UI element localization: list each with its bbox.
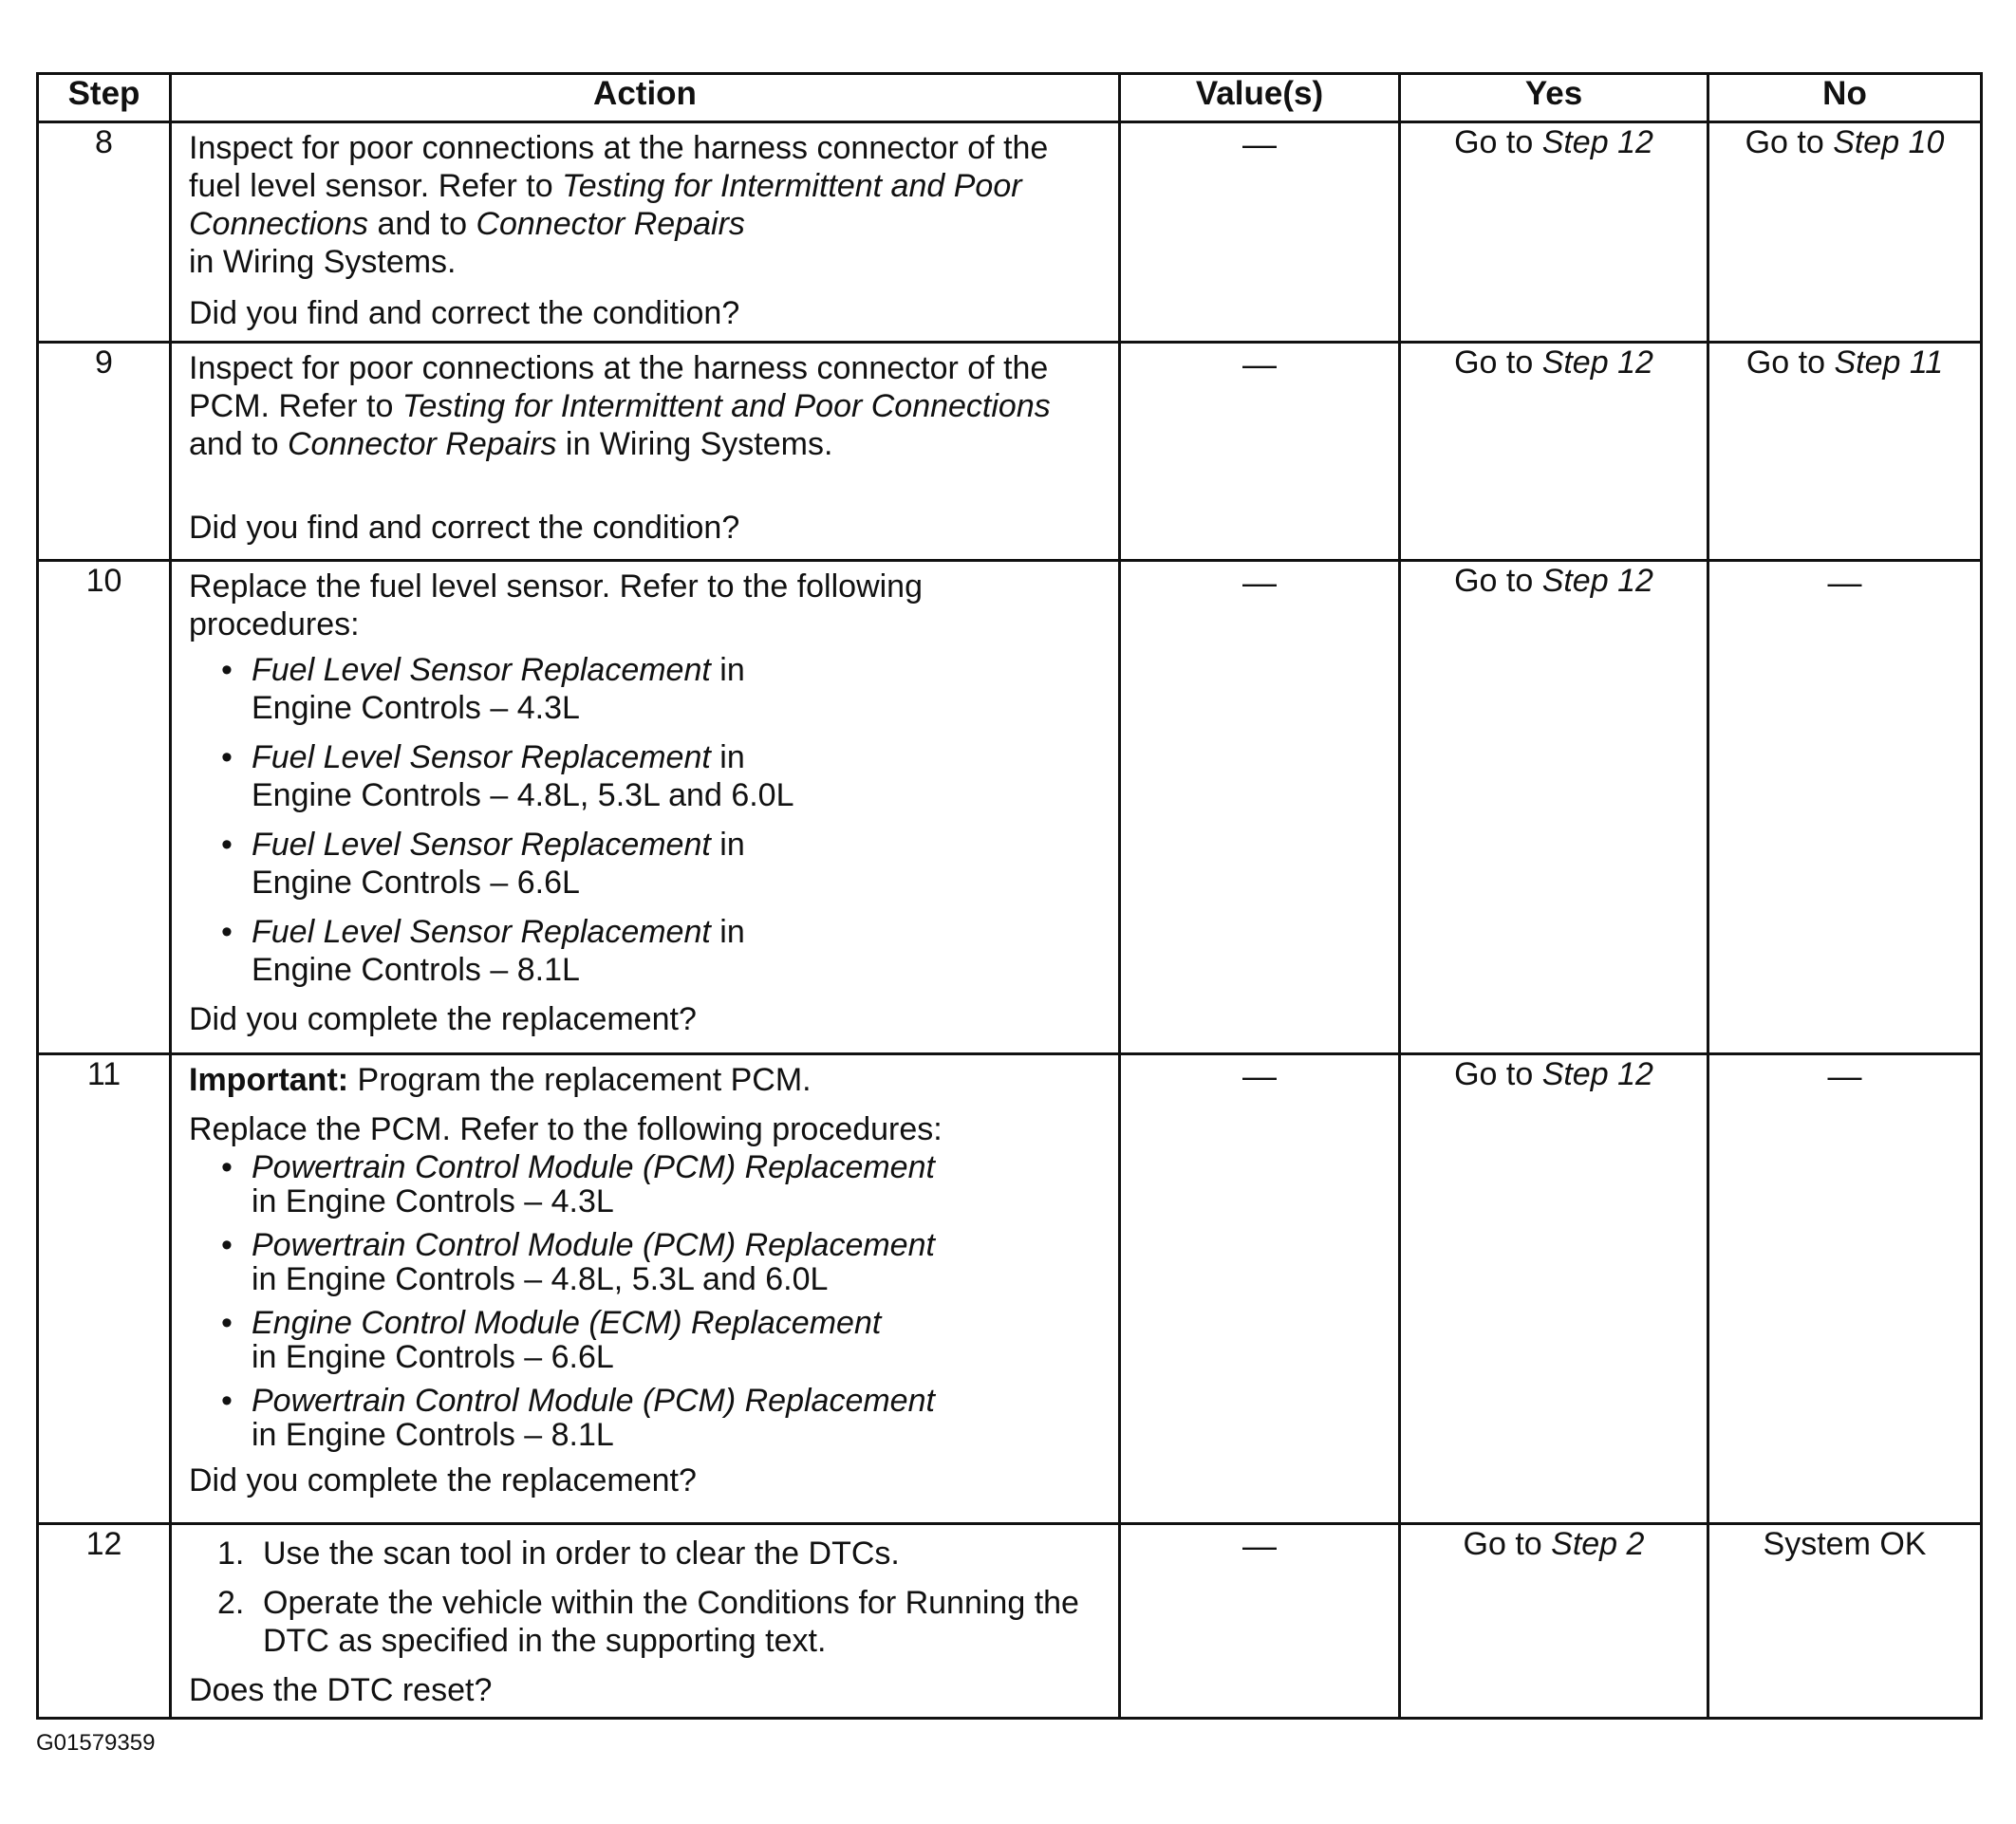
reference-link: Fuel Level Sensor Replacement [252,652,711,688]
step-number: 10 [38,561,171,1054]
list-item: • Fuel Level Sensor Replacement in Engine Controls – 4.3L [221,651,1101,727]
list-item: • Engine Control Module (ECM) Replacement in Engine Controls – 6.6L [221,1306,1101,1374]
value-cell: — [1120,343,1400,561]
figure-id: G01579359 [36,1730,156,1756]
header-yes: Yes [1400,74,1708,122]
list-item: • Fuel Level Sensor Replacement in Engine Controls – 8.1L [221,913,1101,989]
value-cell: — [1120,1054,1400,1524]
list-item: • Powertrain Control Module (PCM) Replacement in Engine Controls – 4.8L, 5.3L and 6.0L [221,1228,1101,1296]
list-item: • Fuel Level Sensor Replacement in Engine Controls – 6.6L [221,826,1101,902]
action-text: Inspect for poor connections at the harness connector of the fuel level sensor. Refer to Testing for Intermittent and Poor Connections and to Connector Repairs in Wiring Systems. [189,130,1049,280]
action-question: Did you complete the replacement? [189,1462,697,1498]
reference-link: Testing for Intermittent and Poor Connections [401,388,1051,424]
no-cell: Go to Step 10 [1708,122,1982,343]
numbered-list [189,1535,1101,1660]
procedure-list [189,1150,1101,1452]
list-item: • Fuel Level Sensor Replacement in Engine Controls – 4.8L, 5.3L and 6.0L [221,738,1101,814]
action-cell [171,343,1120,561]
step-number: 11 [38,1054,171,1524]
reference-link: Connector Repairs [476,206,745,242]
action-question: Did you find and correct the condition? [189,295,740,331]
yes-cell: Go to Step 12 [1400,1054,1708,1524]
table-row-step-9 [38,343,1982,561]
yes-cell: Go to Step 2 [1400,1524,1708,1719]
list-item: • Powertrain Control Module (PCM) Replacement in Engine Controls – 4.3L [221,1150,1101,1219]
action-text: Inspect for poor connections at the harness connector of the PCM. Refer to Testing for Intermittent and Poor Connections and to Connector Repairs in Wiring Systems. [189,350,1051,462]
table-row-step-11 [38,1054,1982,1524]
reference-link: Fuel Level Sensor Replacement [252,914,711,950]
procedure-list [189,651,1101,989]
reference-link: Fuel Level Sensor Replacement [252,827,711,863]
diagnostic-table [36,72,1983,1720]
action-text: Replace the PCM. Refer to the following procedures: [189,1111,943,1147]
no-cell: System OK [1708,1524,1982,1719]
value-cell: — [1120,1524,1400,1719]
reference-link: Testing for Intermittent and Poor Connections [189,168,1022,242]
step-number: 12 [38,1524,171,1719]
important-note: Important: Program the replacement PCM. [189,1062,812,1098]
action-question: Did you complete the replacement? [189,1001,697,1037]
reference-link: Engine Control Module (ECM) Replacement [252,1305,882,1341]
table-row-step-12 [38,1524,1982,1719]
yes-cell: Go to Step 12 [1400,122,1708,343]
action-cell [171,1054,1120,1524]
reference-link: Powertrain Control Module (PCM) Replacement [252,1227,935,1263]
no-cell: — [1708,1054,1982,1524]
yes-cell: Go to Step 12 [1400,561,1708,1054]
header-step: Step [38,74,171,122]
no-cell: — [1708,561,1982,1054]
table-row-step-8 [38,122,1982,343]
list-item: • Powertrain Control Module (PCM) Replacement in Engine Controls – 8.1L [221,1384,1101,1452]
table-row-step-10 [38,561,1982,1054]
action-question: Did you find and correct the condition? [189,510,740,546]
no-cell: Go to Step 11 [1708,343,1982,561]
step-number: 8 [38,122,171,343]
reference-link: Powertrain Control Module (PCM) Replacement [252,1383,935,1419]
value-cell: — [1120,122,1400,343]
action-cell [171,561,1120,1054]
action-question: Does the DTC reset? [189,1672,493,1708]
action-cell [171,122,1120,343]
step-number: 9 [38,343,171,561]
reference-link: Powertrain Control Module (PCM) Replacement [252,1149,935,1185]
yes-cell: Go to Step 12 [1400,343,1708,561]
reference-link: Fuel Level Sensor Replacement [252,739,711,775]
value-cell: — [1120,561,1400,1054]
header-values: Value(s) [1120,74,1400,122]
reference-link: Connector Repairs [287,426,557,462]
header-no: No [1708,74,1982,122]
list-item: 1. Use the scan tool in order to clear the DTCs. [217,1536,900,1572]
list-item: 2. Operate the vehicle within the Conditions for Running the DTC as specified in the supporting text. [217,1585,1079,1659]
action-text: Replace the fuel level sensor. Refer to the following procedures: [189,568,924,642]
header-row [38,74,1982,122]
header-action: Action [171,74,1120,122]
action-cell [171,1524,1120,1719]
